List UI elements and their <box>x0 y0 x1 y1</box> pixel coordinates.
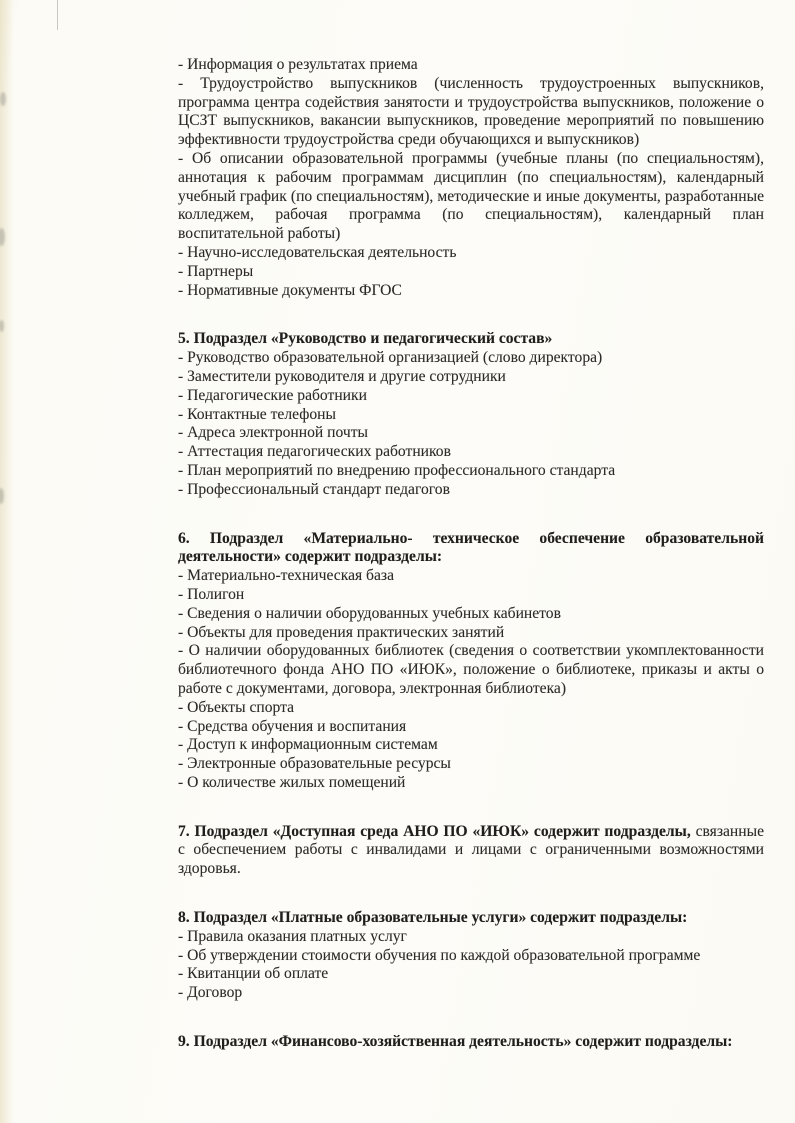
list-item: - Профессиональный стандарт педагогов <box>178 480 450 498</box>
list-item: - Информация о результатах приема <box>178 56 418 73</box>
section6-heading: 6. Подраздел «Материально- техническое обеспечение образовательной деятельности» содержит подразделы: <box>178 529 764 566</box>
section7-paragraph <box>178 823 764 879</box>
list-item: - Партнеры <box>178 262 254 280</box>
list-item: - Материально-техническая база <box>178 567 394 585</box>
scan-edge-shading <box>0 0 14 1123</box>
employment-paragraph: - Трудоустройство выпускников (численность трудоустроенных выпускников, программа центра содействия занятости и трудоустройства выпускников, положение о ЦСЗТ выпускников, вакансии выпускников, проведение мероприятий по повышению эффективности трудоустройства среди обучающихся и выпускников) <box>178 74 764 149</box>
list-item: - Доступ к информационным системам <box>178 736 438 754</box>
list-item: - Педагогические работники <box>178 386 367 404</box>
scan-artifact <box>0 228 5 246</box>
section5-heading: 5. Подраздел «Руководство и педагогический состав» <box>178 330 553 348</box>
scan-line-artifact <box>57 0 58 30</box>
list-item: - Договор <box>178 984 243 1002</box>
list-item: - Электронные образовательные ресурсы <box>178 755 451 773</box>
section9-heading: 9. Подраздел «Финансово-хозяйственная деятельность» содержит подразделы: <box>178 1033 733 1051</box>
section7-heading: 7. Подраздел «Доступная среда АНО ПО «ИЮК» содержит подразделы, <box>178 822 691 840</box>
list-item: - Заместители руководителя и другие сотрудники <box>178 367 506 385</box>
scan-artifact <box>0 320 4 332</box>
list-item: - Нормативные документы ФГОС <box>178 281 402 299</box>
list-item: - Руководство образовательной организацией (слово директора) <box>178 349 603 367</box>
list-item: - Правила оказания платных услуг <box>178 927 407 945</box>
document-content <box>178 56 764 1052</box>
list-item: - Научно-исследовательская деятельность <box>178 243 457 261</box>
section8-heading: 8. Подраздел «Платные образовательные услуги» содержит подразделы: <box>178 909 688 927</box>
scan-artifact <box>0 488 4 504</box>
list-item: - Полигон <box>178 585 245 603</box>
list-item: - Объекты спорта <box>178 698 295 716</box>
list-item: - Средства обучения и воспитания <box>178 717 407 735</box>
list-item: - План мероприятий по внедрению профессионального стандарта <box>178 461 616 479</box>
list-item: - Контактные телефоны <box>178 405 336 423</box>
scan-artifact <box>0 92 6 106</box>
section7-body: связанные с обеспечением работы с инвалидами и лицами с ограниченными возможностями здоровья. <box>178 822 764 878</box>
list-item: - Квитанции об оплате <box>178 965 329 983</box>
library-paragraph: - О наличии оборудованных библиотек (сведения о соответствии укомплектованности библиотечного фонда АНО ПО «ИЮК», положение о библиотеке, приказы и акты о работе с документами, договора, электронная библиотека) <box>178 642 764 697</box>
list-item: - Сведения о наличии оборудованных учебных кабинетов <box>178 604 561 622</box>
list-item: - Адреса электронной почты <box>178 424 369 442</box>
list-item: - О количестве жилых помещений <box>178 773 406 791</box>
list-item: - Объекты для проведения практических занятий <box>178 623 505 641</box>
list-item: - Об утверждении стоимости обучения по каждой образовательной программе <box>178 946 701 964</box>
list-item: - Аттестация педагогических работников <box>178 443 451 461</box>
program-description-paragraph: - Об описании образовательной программы (учебные планы (по специальностям), аннотация к рабочим программам дисциплин (по специальностям), календарный учебный график (по специальностям), методические и иные документы, разработанные колледжем, рабочая программа (по специальностям), календарный план воспитательной работы) <box>178 149 764 243</box>
